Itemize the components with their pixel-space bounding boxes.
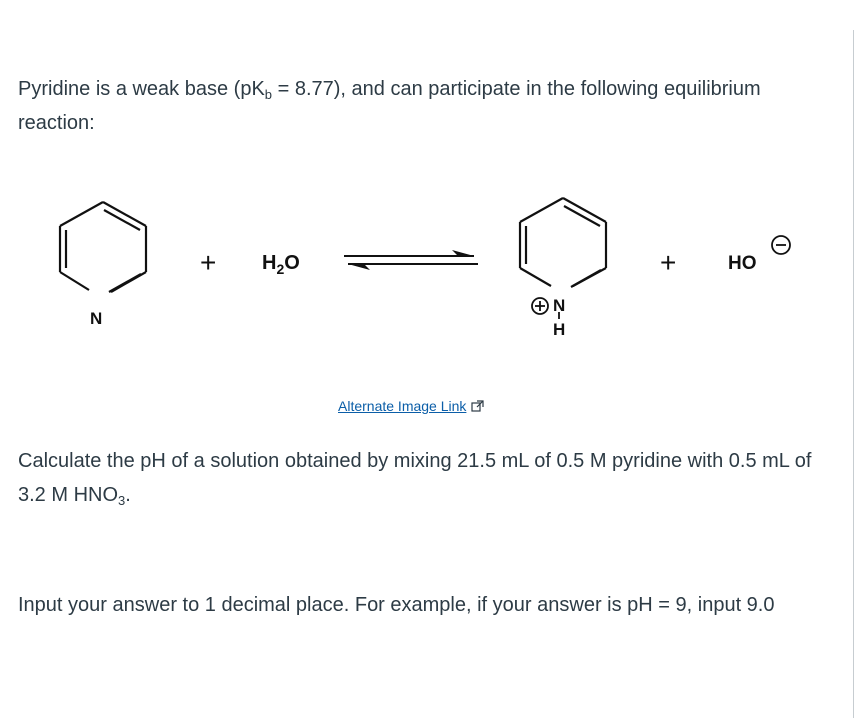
pyridinium-h-label: H — [553, 320, 566, 339]
water-formula: $H_2O$ — [262, 252, 300, 277]
external-link-icon — [471, 400, 484, 412]
pyridinium-n-label: N — [553, 296, 566, 315]
equilibrium-arrow-icon — [344, 250, 478, 270]
content-border — [853, 30, 854, 718]
pyridine-n-label: N — [90, 309, 103, 328]
plus-sign: + — [200, 247, 217, 278]
intro-paragraph: Pyridine is a weak base $(pK_b = 8.77)$, and can participate in the following equilibrium reaction: — [18, 78, 761, 134]
alternate-image-link[interactable] — [338, 398, 484, 414]
alternate-image-link-label: Alternate Image Link — [338, 398, 467, 414]
plus-charge-icon — [532, 298, 548, 314]
pyridine-structure — [60, 202, 146, 292]
hydroxide-formula: HO — [728, 253, 757, 274]
minus-charge-icon — [772, 236, 790, 254]
plus-sign: + — [660, 247, 677, 278]
instruction-paragraph: Input your answer to 1 decimal place. For example, if your answer is pH = 9, input 9.0 — [18, 594, 775, 616]
reaction-scheme — [0, 180, 858, 350]
question-paragraph: Calculate the pH of a solution obtained by mixing 21.5 mL of 0.5 M pyridine with 0.5 mL of 3.2 M $HNO_3$. — [18, 450, 812, 508]
pyridinium-structure — [520, 198, 606, 287]
